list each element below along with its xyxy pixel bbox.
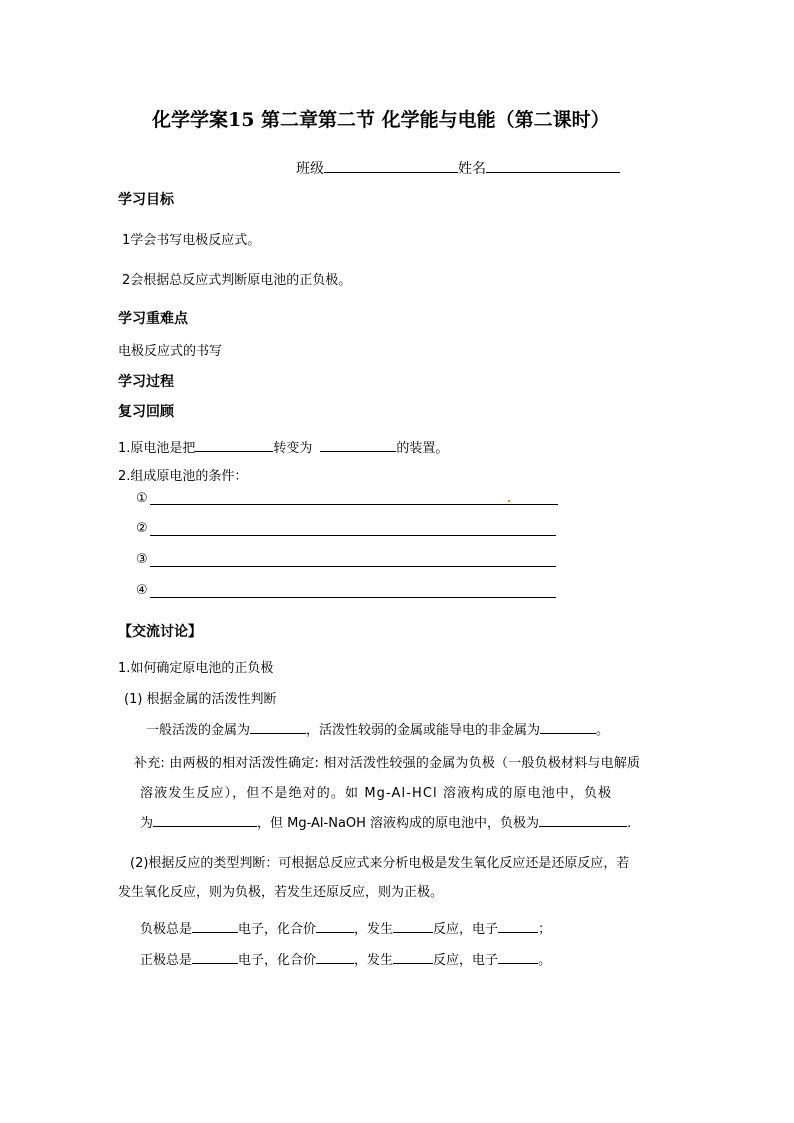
review-q2: 2.组成原电池的条件： — [118, 469, 248, 484]
process-heading: 学习过程 — [118, 374, 174, 390]
neg-blank-1[interactable] — [192, 918, 238, 933]
condition-marker-3: ③ — [136, 552, 148, 567]
m1-blank-1[interactable] — [250, 719, 306, 734]
supp-blank-1[interactable] — [153, 812, 257, 827]
page-title: 化学学案15 第二章第二节 化学能与电能（第二课时） — [152, 109, 610, 131]
q1-text-c: 的装置。 — [396, 441, 449, 456]
pos-blank-4[interactable] — [498, 949, 538, 964]
condition-marker-1: ① — [136, 491, 148, 506]
method-1-sentence — [146, 719, 609, 738]
method-2-line-1: (2)根据反应的类型判断：可根据总反应式来分析电极是发生氧化反应还是还原反应，若 — [130, 856, 630, 871]
method-2-line-2: 发生氧化反应，则为负极，若发生还原反应，则为正极。 — [118, 885, 444, 900]
pos-text-e: 。 — [538, 953, 552, 968]
condition-line-3[interactable] — [150, 566, 556, 567]
q1-blank-1[interactable] — [195, 437, 273, 452]
objective-item-1: 1学会书写电极反应式。 — [122, 233, 261, 248]
discussion-q1: 1.如何确定原电池的正负极 — [118, 661, 274, 676]
supp-text-b: ，但 Mg-Al-NaOH 溶液构成的原电池中，负极为 — [257, 816, 540, 831]
pos-blank-3[interactable] — [393, 949, 433, 964]
class-label: 班级 — [296, 161, 324, 177]
supplement-line-3 — [140, 812, 631, 831]
method-1-heading: (1) 根据金属的活泼性判断 — [124, 692, 277, 707]
neg-blank-4[interactable] — [498, 918, 538, 933]
neg-blank-3[interactable] — [393, 918, 433, 933]
supp-text-c: . — [627, 816, 632, 831]
name-label: 姓名 — [458, 161, 486, 177]
pos-text-b: 电子，化合价 — [238, 953, 317, 968]
q1-text-b: 转变为 — [273, 441, 313, 456]
neg-text-a: 负极总是 — [140, 922, 193, 937]
positive-electrode-line — [140, 949, 551, 968]
m1-text-a: 一般活泼的金属为 — [146, 723, 251, 738]
condition-line-4[interactable] — [150, 597, 556, 598]
condition-marker-2: ② — [136, 521, 148, 536]
m1-blank-2[interactable] — [540, 719, 596, 734]
supplement-line-2: 溶液发生反应），但不是绝对的。如 Mg-Al-HCl 溶液构成的原电池中，负极 — [140, 786, 613, 801]
class-field[interactable] — [324, 158, 458, 173]
class-name-line — [296, 158, 620, 178]
pos-text-a: 正极总是 — [140, 953, 193, 968]
q1-blank-2[interactable] — [320, 437, 396, 452]
m1-text-c: 。 — [596, 723, 610, 738]
neg-text-e: ； — [538, 922, 552, 937]
supp-text-a: 为 — [140, 816, 154, 831]
neg-blank-2[interactable] — [316, 918, 354, 933]
neg-text-c: ，发生 — [354, 922, 394, 937]
negative-electrode-line — [140, 918, 551, 937]
pos-blank-2[interactable] — [316, 949, 354, 964]
q1-text-a: 1.原电池是把 — [118, 441, 196, 456]
stray-dot — [508, 500, 510, 502]
name-field[interactable] — [486, 158, 620, 173]
condition-line-2[interactable] — [150, 535, 556, 536]
key-points-text: 电极反应式的书写 — [118, 344, 223, 359]
discussion-heading: 【交流讨论】 — [118, 624, 202, 640]
m1-text-b: ，活泼性较弱的金属或能导电的非金属为 — [306, 723, 541, 738]
condition-line-1[interactable] — [150, 504, 558, 505]
review-q1 — [118, 437, 448, 456]
pos-blank-1[interactable] — [192, 949, 238, 964]
condition-marker-4: ④ — [136, 583, 148, 598]
neg-text-b: 电子，化合价 — [238, 922, 317, 937]
pos-text-c: ，发生 — [354, 953, 394, 968]
pos-text-d: 反应，电子 — [433, 953, 499, 968]
supplement-line-1: 补充: 由两极的相对活泼性确定: 相对活泼性较强的金属为负极（一般负极材料与电解质 — [134, 756, 641, 771]
supp-blank-2[interactable] — [539, 812, 627, 827]
review-heading: 复习回顾 — [118, 404, 174, 420]
objectives-heading: 学习目标 — [118, 192, 174, 208]
objective-item-2: 2会根据总反应式判断原电池的正负极。 — [122, 273, 352, 288]
neg-text-d: 反应，电子 — [433, 922, 499, 937]
key-points-heading: 学习重难点 — [118, 311, 188, 327]
